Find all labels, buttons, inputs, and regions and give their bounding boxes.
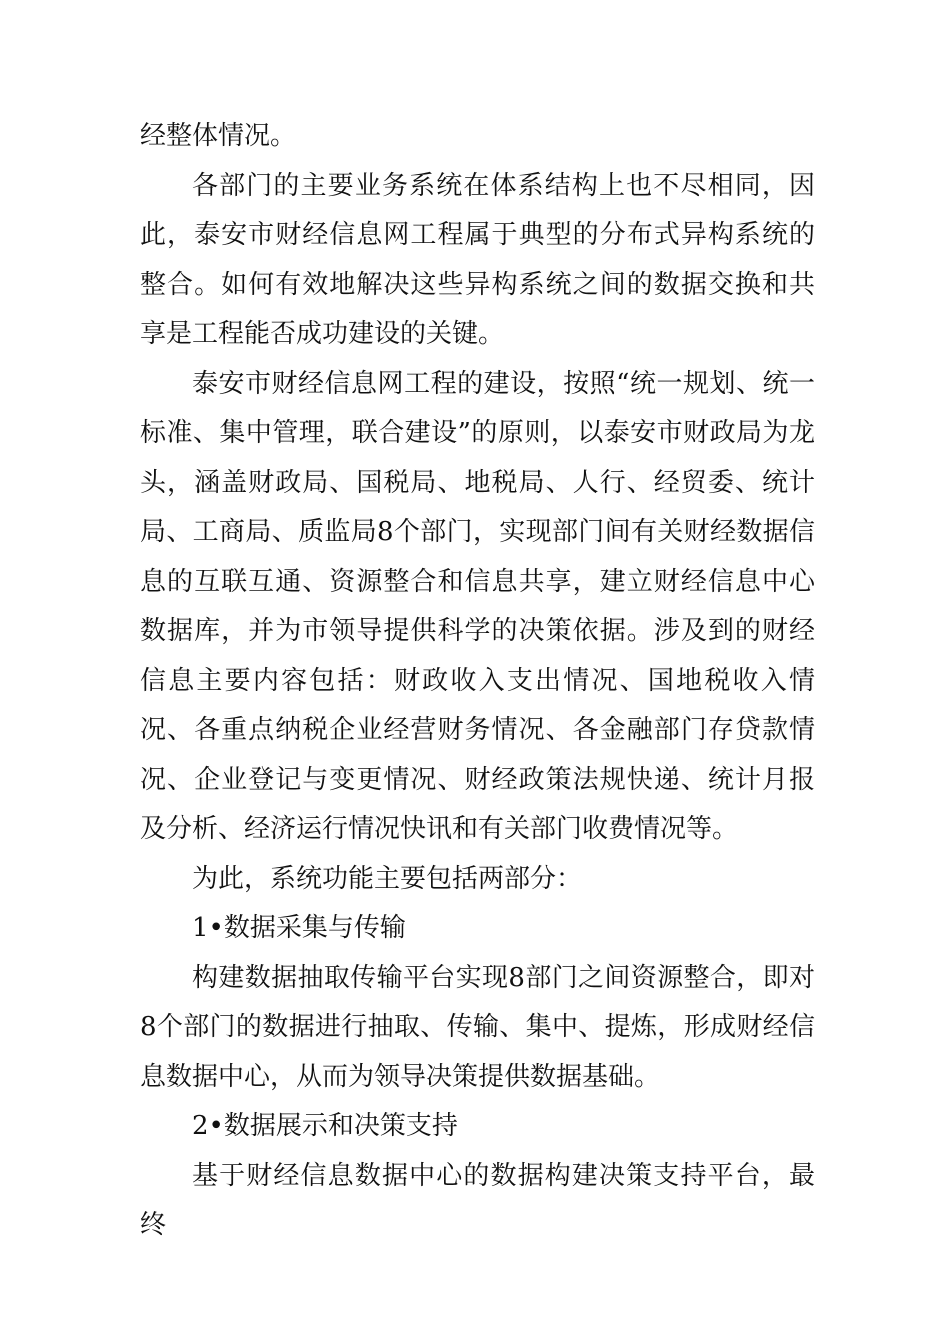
paragraph-project-construction: 泰安市财经信息网工程的建设，按照“统一规划、统一标准、集中管理，联合建设”的原则，以泰安市财政局为龙头，涵盖财政局、国税局、地税局、人行、经贸委、统计局、工商局、质监局8个部门，实现部门间有关财经数据信息的互联互通、资源整合和信息共享，建立财经信息中心数据库，并为市领导提供科学的决策依据。涉及到的财经信息主要内容包括：财政收入支出情况、国地税收入情况、各重点纳税企业经营财务情况、各金融部门存贷款情况、企业登记与变更情况、财经政策法规快递、统计月报及分析、经济运行情况快讯和有关部门收费情况等。 <box>140 368 815 844</box>
paragraph-heterogeneous-systems: 各部门的主要业务系统在体系结构上也不尽相同，因此，泰安市财经信息网工程属于典型的分布式异构系统的整合。如何有效地解决这些异构系统之间的数据交换和共享是工程能否成功建设的关键。 <box>140 170 815 349</box>
paragraph-decision-support: 基于财经信息数据中心的数据构建决策支持平台，最终 <box>140 1160 815 1240</box>
section-heading-decision-support: 2•数据展示和决策支持 <box>192 1111 458 1141</box>
paragraph-data-collection: 构建数据抽取传输平台实现8部门之间资源整合，即对8个部门的数据进行抽取、传输、集中、提炼，形成财经信息数据中心，从而为领导决策提供数据基础。 <box>140 962 815 1092</box>
document-body <box>140 112 815 1251</box>
paragraph-system-functions-intro: 为此，系统功能主要包括两部分： <box>192 863 583 894</box>
paragraph-continuation: 经整体情况。 <box>140 121 297 151</box>
section-heading-data-collection: 1•数据采集与传输 <box>192 913 406 943</box>
